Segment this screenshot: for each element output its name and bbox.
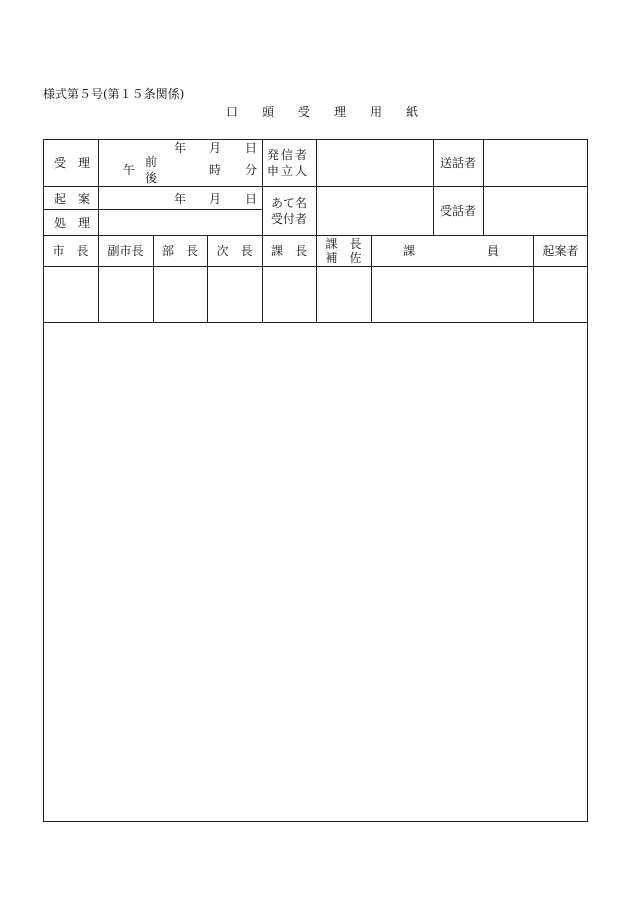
time-minute: 分 (245, 163, 258, 177)
header-kain: 課 員 (402, 244, 501, 258)
caller-field[interactable] (484, 140, 586, 185)
address-field[interactable] (317, 187, 432, 234)
ampm-go: 午 (123, 163, 136, 177)
label-moushitatenin: 申立人 (267, 164, 310, 178)
header-kacho-hosa-bottom: 補 佐 (325, 251, 362, 265)
shori-field[interactable] (99, 210, 261, 234)
date-year-1: 年 (174, 141, 187, 155)
label-juwasha: 受話者 (440, 204, 477, 218)
label-atena: あて名 (271, 196, 308, 210)
header-bucho: 部 長 (161, 244, 198, 258)
line-v-date (262, 139, 263, 235)
header-shicho: 市 長 (52, 244, 89, 258)
ampm-zen: 前 (145, 155, 158, 169)
date-day-2: 日 (245, 192, 258, 206)
label-sowasha: 送話者 (440, 156, 477, 170)
date-month-2: 月 (209, 192, 222, 206)
time-hour: 時 (209, 163, 222, 177)
header-kiansha: 起案者 (542, 244, 579, 258)
ampm-ushiro: 後 (145, 171, 158, 185)
date-month-1: 月 (209, 141, 222, 155)
date-day-1: 日 (245, 141, 258, 155)
header-jicho: 次 長 (216, 244, 253, 258)
date-year-2: 年 (174, 192, 187, 206)
sender-field[interactable] (317, 140, 432, 185)
header-fukushicho: 副市長 (107, 244, 144, 258)
line-approval-bottom (43, 322, 588, 323)
label-uketsukesha: 受付者 (271, 212, 308, 226)
form-title: 口 頭 受 理 用 紙 (226, 105, 425, 119)
form-number: 様式第５号(第１５条関係) (43, 87, 185, 101)
label-juri: 受 理 (54, 156, 91, 170)
receiver-field[interactable] (484, 187, 586, 234)
label-shori: 処 理 (54, 216, 91, 230)
header-kacho-hosa-top: 課 長 (325, 237, 362, 251)
line-v-sender-value (433, 139, 434, 235)
header-kacho: 課 長 (270, 244, 307, 258)
body-area[interactable] (45, 324, 586, 820)
label-hasshinsha: 発信者 (267, 148, 310, 162)
label-kian: 起 案 (54, 192, 91, 206)
